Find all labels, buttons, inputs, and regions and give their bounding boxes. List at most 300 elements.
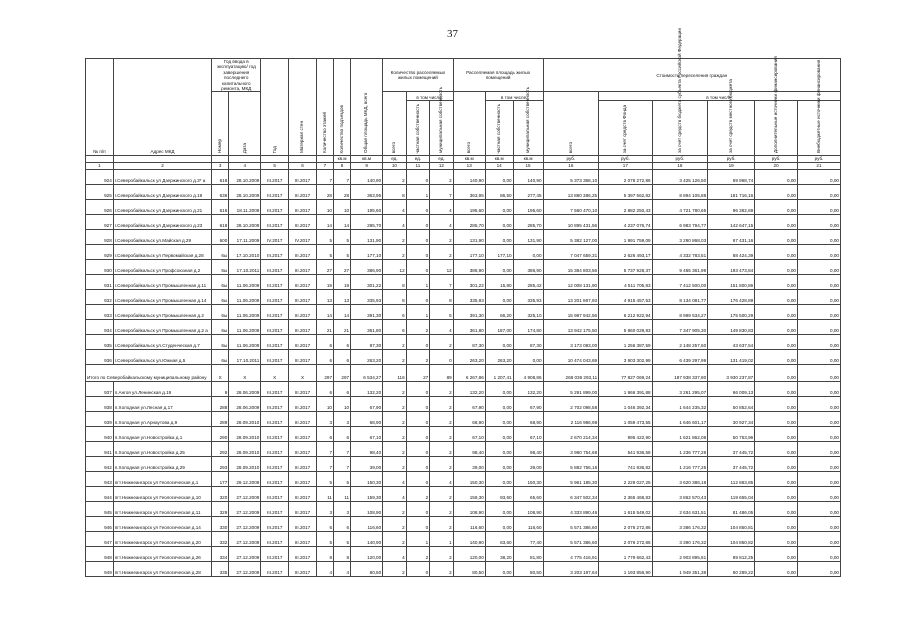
row-number-cell: 949 xyxy=(86,561,114,576)
table-cell: III.2017 xyxy=(289,214,317,229)
table-cell: 3 xyxy=(316,411,333,426)
table-cell: 0,00 xyxy=(797,214,840,229)
total-cell: 297 xyxy=(316,364,333,381)
table-cell: 3 173 083,00 xyxy=(543,334,599,349)
row-number-cell: 925 xyxy=(86,184,114,199)
table-cell: 87,30 xyxy=(351,334,383,349)
table-cell: 0,00 xyxy=(755,274,798,289)
table-cell: 2 882 250,43 xyxy=(599,199,652,214)
table-cell: 0,00 xyxy=(485,411,513,426)
table-cell: 3 386 176,32 xyxy=(652,516,708,531)
table-cell: III.2017 xyxy=(289,471,317,486)
table-cell: 174,80 xyxy=(513,319,543,334)
table-cell: 2 xyxy=(383,516,407,531)
table-cell: 6ы xyxy=(212,289,229,304)
page-number: 37 xyxy=(447,28,458,40)
table-cell: 361,80 xyxy=(351,319,383,334)
table-cell: 159,30 xyxy=(351,486,383,501)
total-cell: 0,00 xyxy=(797,364,840,381)
column-numbers-row xyxy=(86,162,841,169)
column-number-cell: 13 xyxy=(453,162,485,169)
table-cell: 4 xyxy=(383,214,407,229)
row-number-cell: 927 xyxy=(86,214,114,229)
table-cell: III.2017 xyxy=(261,214,289,229)
table-cell: 0,00 xyxy=(485,441,513,456)
table-cell: 87,30 xyxy=(453,334,485,349)
address-cell: пгт.Нижнеангарск ул Геологическая д.26 xyxy=(113,546,211,561)
header-area-private: частная собственность xyxy=(485,101,513,155)
address-cell: п.Холодная ул.Новостройка д.1 xyxy=(113,426,211,441)
table-cell: 285,70 xyxy=(513,214,543,229)
table-cell: 2 xyxy=(383,229,407,244)
table-cell: 50 852,64 xyxy=(708,396,755,411)
table-cell: 131 419,02 xyxy=(708,349,755,364)
table-cell: 0,00 xyxy=(797,516,840,531)
address-cell: пгт.Нижнеангарск ул Геологическая д.1 xyxy=(113,471,211,486)
table-cell: 63,60 xyxy=(485,531,513,546)
table-cell: 5 xyxy=(334,531,351,546)
table-cell: 7 xyxy=(430,184,454,199)
total-cell: X xyxy=(289,364,317,381)
unit-cell: руб. xyxy=(599,155,652,162)
table-cell: 10 xyxy=(334,396,351,411)
table-cell: 11 xyxy=(334,486,351,501)
table-cell: 7 xyxy=(334,169,351,184)
unit-cell: кв.м xyxy=(513,155,543,162)
table-cell: 6ы xyxy=(212,349,229,364)
table-cell: 5 961 185,30 xyxy=(543,471,599,486)
table-cell: 150,30 xyxy=(453,471,485,486)
table-cell: 1 779 662,43 xyxy=(599,546,652,561)
table-cell: 6ы xyxy=(212,244,229,259)
table-cell: 116,60 xyxy=(453,516,485,531)
table-cell: 96 362,69 xyxy=(708,199,755,214)
table-cell: 68,90 xyxy=(351,411,383,426)
table-cell: 0,00 xyxy=(797,441,840,456)
table-cell: III.2017 xyxy=(261,441,289,456)
table-cell: 0,00 xyxy=(797,289,840,304)
table-cell: 27.12.2009 xyxy=(229,516,261,531)
table-cell: 0,00 xyxy=(755,396,798,411)
table-cell: 104 850,81 xyxy=(708,516,755,531)
table-cell: 98,40 xyxy=(351,441,383,456)
table-cell: 2 xyxy=(406,319,430,334)
address-cell: г.Северобайкальск ул.Южная д.5 xyxy=(113,349,211,364)
table-cell: 0,00 xyxy=(485,471,513,486)
table-cell: 0,00 xyxy=(797,274,840,289)
row-number-cell: 942 xyxy=(86,456,114,471)
total-cell: 89 xyxy=(430,364,454,381)
address-cell: п.Холодная ул.Арнаутова д.9 xyxy=(113,411,211,426)
table-cell: 2 xyxy=(383,426,407,441)
table-cell: 3 425 126,50 xyxy=(652,169,708,184)
table-cell: 288 xyxy=(212,396,229,411)
table-cell: 28.09.2010 xyxy=(229,411,261,426)
address-cell: г.Северобайкальск ул Дзержинского д.3* а xyxy=(113,169,211,184)
table-cell: III.2017 xyxy=(289,486,317,501)
table-cell: 11.06.2009 xyxy=(229,274,261,289)
table-cell: III.2017 xyxy=(289,501,317,516)
table-cell: 6ы xyxy=(212,319,229,334)
address-cell: г.Северобайкальск ул.Студенческая д.7 xyxy=(113,334,211,349)
table-cell: III.2017 xyxy=(261,169,289,184)
header-cost-extra2: Внебюджетные источники финансирования xyxy=(797,101,840,155)
address-cell: пгт.Нижнеангарск ул Геологическая д.20 xyxy=(113,531,211,546)
address-cell: пгт.Нижнеангарск ул Геологическая д.11 xyxy=(113,501,211,516)
table-cell: 27.12.2009 xyxy=(229,531,261,546)
table-row xyxy=(86,334,841,349)
table-row xyxy=(86,274,841,289)
table-cell: 6 983 794,77 xyxy=(652,214,708,229)
table-row xyxy=(86,486,841,501)
table-cell: 0,00 xyxy=(797,501,840,516)
table-cell: 10 895 431,56 xyxy=(543,214,599,229)
table-cell: 2 903 895,61 xyxy=(652,546,708,561)
table-cell: 10 474 043,69 xyxy=(543,349,599,364)
table-cell: 2 229 027,25 xyxy=(599,471,652,486)
table-cell: 0,00 xyxy=(485,426,513,441)
table-cell: 140,90 xyxy=(453,169,485,184)
table-cell: III.2017 xyxy=(261,274,289,289)
table-cell: 112 863,85 xyxy=(708,471,755,486)
unit-cell: руб. xyxy=(543,155,599,162)
table-cell: 11.06.2009 xyxy=(229,319,261,334)
table-cell: 0 xyxy=(406,501,430,516)
table-cell: 4 333 890,46 xyxy=(543,501,599,516)
header-capital: Материал стен xyxy=(289,59,317,156)
table-cell: 8 134 081,77 xyxy=(652,289,708,304)
unit-cell: кв.м xyxy=(485,155,513,162)
table-cell: 2 148 257,60 xyxy=(652,334,708,349)
table-cell: 8 xyxy=(383,289,407,304)
table-cell: 175 500,29 xyxy=(708,304,755,319)
header-cost-local: за счет средств местного бюджета xyxy=(708,101,755,155)
table-cell: 2 xyxy=(430,169,454,184)
table-cell: 15,80 xyxy=(485,274,513,289)
table-cell: 335 xyxy=(212,561,229,576)
table-cell: 116,60 xyxy=(513,516,543,531)
table-cell: 0 xyxy=(406,259,430,274)
table-cell: 21 xyxy=(316,319,333,334)
table-cell: 19 xyxy=(334,274,351,289)
header-area-incl: в том числе: xyxy=(485,92,543,101)
table-cell: 5 xyxy=(316,531,333,546)
table-cell: 0,00 xyxy=(485,214,513,229)
table-cell: 2 xyxy=(430,456,454,471)
table-cell: 5 xyxy=(334,244,351,259)
table-cell: 1 193 856,90 xyxy=(599,561,652,576)
table-cell: 0,00 xyxy=(755,199,798,214)
table-cell: 2 xyxy=(430,486,454,501)
table-cell: 0,00 xyxy=(797,349,840,364)
table-cell: 4 xyxy=(383,546,407,561)
total-cell: 3 930 237,87 xyxy=(708,364,755,381)
header-area-municipal: муниципальная собственность xyxy=(513,101,543,155)
table-cell: 4 xyxy=(383,199,407,214)
unit-cell: руб. xyxy=(797,155,840,162)
table-cell: 67,90 xyxy=(513,396,543,411)
unit-cell xyxy=(289,155,317,162)
table-cell: III.2017 xyxy=(261,289,289,304)
table-cell: 10 xyxy=(316,199,333,214)
table-cell: 3 261 295,07 xyxy=(652,381,708,396)
table-cell: 27.12.2009 xyxy=(229,546,261,561)
table-cell: 38,20 xyxy=(485,546,513,561)
table-cell: 86,50 xyxy=(485,184,513,199)
table-cell: 3 980 754,68 xyxy=(543,441,599,456)
header-row-num: № п/п xyxy=(86,59,114,156)
table-cell: 2 xyxy=(383,349,407,364)
table-cell: 0 xyxy=(406,396,430,411)
table-cell: 28 xyxy=(316,184,333,199)
table-cell: III.2017 xyxy=(261,319,289,334)
resettlement-table-sheet xyxy=(85,28,841,577)
column-number-cell: 9 xyxy=(351,162,383,169)
table-cell: 17.10.2011 xyxy=(229,349,261,364)
table-cell: 30 927,34 xyxy=(708,411,755,426)
table-cell: 67,90 xyxy=(351,396,383,411)
table-cell: 2 078 272,86 xyxy=(599,169,652,184)
table-cell: III.2017 xyxy=(261,396,289,411)
table-cell: 93,60 xyxy=(485,486,513,501)
table-cell: 2 xyxy=(383,411,407,426)
address-cell: п.Холодная ул.Лесная д.17 xyxy=(113,396,211,411)
table-cell: 320 xyxy=(212,486,229,501)
table-cell: 0 xyxy=(406,199,430,214)
table-cell: III.2017 xyxy=(289,259,317,274)
table-cell: 0 xyxy=(406,456,430,471)
table-cell: 2 xyxy=(430,546,454,561)
table-cell: 6 xyxy=(334,349,351,364)
table-cell: 0 xyxy=(406,169,430,184)
table-cell: 7 560 470,10 xyxy=(543,199,599,214)
table-cell: 14 xyxy=(316,214,333,229)
header-year-group: Год ввода в эксплуатацию/ год завершения последнего капитального ремонта, МКД xyxy=(212,59,261,92)
table-cell: 2 xyxy=(430,441,454,456)
total-cell: 6 267,86 xyxy=(453,364,485,381)
table-cell: 2 xyxy=(430,229,454,244)
table-cell: 28.09.2010 xyxy=(229,441,261,456)
table-cell: III.2017 xyxy=(261,486,289,501)
table-cell: 9 465 361,99 xyxy=(652,259,708,274)
total-cell: X xyxy=(229,364,261,381)
table-cell: 11 xyxy=(316,486,333,501)
table-cell: 0,00 xyxy=(755,486,798,501)
table-cell: 0 xyxy=(406,561,430,576)
table-cell: 5 xyxy=(316,471,333,486)
table-cell: 131,90 xyxy=(453,229,485,244)
table-cell: 17.11.2009 xyxy=(229,229,261,244)
table-cell: 0,00 xyxy=(797,531,840,546)
table-cell: III.2017 xyxy=(261,501,289,516)
table-cell: 142 647,15 xyxy=(708,214,755,229)
table-cell: 3 390 176,32 xyxy=(652,531,708,546)
table-cell: 131,90 xyxy=(513,229,543,244)
table-cell: 0,00 xyxy=(755,546,798,561)
table-cell: 2 xyxy=(430,396,454,411)
table-cell: 68,90 xyxy=(453,411,485,426)
table-cell: 195,60 xyxy=(513,199,543,214)
table-cell: III.2017 xyxy=(289,349,317,364)
total-cell: X xyxy=(212,364,229,381)
table-cell: 2 xyxy=(383,561,407,576)
table-cell: 4 915 457,53 xyxy=(599,289,652,304)
table-cell: 6ы xyxy=(212,304,229,319)
table-cell: III.2017 xyxy=(261,471,289,486)
table-cell: 277,45 xyxy=(513,184,543,199)
table-cell: III.2017 xyxy=(289,169,317,184)
table-cell: 2 365 468,83 xyxy=(599,486,652,501)
table-cell: 2 670 214,34 xyxy=(543,426,599,441)
table-cell: 0,00 xyxy=(797,411,840,426)
table-cell: 8 xyxy=(383,274,407,289)
table-cell: 263,20 xyxy=(485,349,513,364)
table-cell: 3 620 386,18 xyxy=(652,471,708,486)
table-row xyxy=(86,426,841,441)
table-cell: 177,10 xyxy=(453,244,485,259)
table-cell: 81,80 xyxy=(513,546,543,561)
table-cell: 0,00 xyxy=(755,184,798,199)
table-cell: 6 xyxy=(316,381,333,396)
table-cell: 108,90 xyxy=(453,501,485,516)
table-cell: III.2017 xyxy=(261,259,289,274)
table-cell: 0,00 xyxy=(755,471,798,486)
table-cell: 28.06.2009 xyxy=(229,396,261,411)
address-cell: г.Северобайкальск ул Дзержинского д.21 xyxy=(113,199,211,214)
header-number: Номер xyxy=(212,92,229,155)
table-cell: 293 xyxy=(212,456,229,471)
table-cell: 285,42 xyxy=(513,274,543,289)
table-cell: 0,00 xyxy=(797,486,840,501)
table-cell: 0,00 xyxy=(485,501,513,516)
table-cell: 3 xyxy=(334,501,351,516)
address-cell: пгт.Нижнеангарск ул Геологическая д.28 xyxy=(113,561,211,576)
header-res-incl: в том числе: xyxy=(406,92,453,101)
unit-cell xyxy=(86,155,114,162)
address-cell: г.Северобайкальск ул Профсоюзная д.2 xyxy=(113,259,211,274)
table-cell: 0 xyxy=(406,334,430,349)
table-row xyxy=(86,546,841,561)
unit-cell xyxy=(229,155,261,162)
unit-cell: кв.м xyxy=(334,155,351,162)
table-cell: 0 xyxy=(406,229,430,244)
table-row xyxy=(86,456,841,471)
table-cell: 0,00 xyxy=(797,334,840,349)
table-cell: 11.06.2009 xyxy=(229,289,261,304)
table-cell: 27 xyxy=(316,259,333,274)
table-cell: 1 059 473,55 xyxy=(599,411,652,426)
row-number-cell: 924 xyxy=(86,169,114,184)
table-cell: 39,00 xyxy=(453,456,485,471)
table-cell: 7 xyxy=(316,169,333,184)
table-cell: 6 xyxy=(316,349,333,364)
table-cell: 13 942 175,50 xyxy=(543,319,599,334)
column-number-cell: 1 xyxy=(86,162,114,169)
row-number-cell: 941 xyxy=(86,441,114,456)
unit-cell: ед. xyxy=(406,155,430,162)
row-number-cell: 938 xyxy=(86,396,114,411)
table-cell: 28.09.2010 xyxy=(229,456,261,471)
table-cell: 616 xyxy=(212,199,229,214)
table-row xyxy=(86,531,841,546)
address-cell: г.Северобайкальск ул Промышленная д.11 xyxy=(113,274,211,289)
table-cell: III.2017 xyxy=(261,456,289,471)
column-number-cell: 20 xyxy=(755,162,798,169)
table-cell: 27.12.2009 xyxy=(229,561,261,576)
row-number-cell: 933 xyxy=(86,304,114,319)
header-group-residents: Количество расселяемых жилых помещений xyxy=(383,59,454,92)
table-row xyxy=(86,199,841,214)
table-cell: 6 xyxy=(334,516,351,531)
table-cell: 2 xyxy=(430,501,454,516)
table-cell: 5 397 562,82 xyxy=(599,184,652,199)
table-cell: 0,00 xyxy=(755,531,798,546)
table-row xyxy=(86,411,841,426)
table-cell: 0,00 xyxy=(755,561,798,576)
table-cell: 0,00 xyxy=(755,516,798,531)
header-group-cost: Стоимость переселения граждан xyxy=(543,59,840,92)
table-cell: III.2017 xyxy=(289,516,317,531)
table-cell: 1 646 601,17 xyxy=(652,411,708,426)
table-cell: III.2017 xyxy=(289,531,317,546)
table-cell: 2 xyxy=(383,501,407,516)
table-cell: 28.10.2009 xyxy=(229,184,261,199)
table-cell: 0,00 xyxy=(513,244,543,259)
table-row xyxy=(86,304,841,319)
table-row xyxy=(86,184,841,199)
total-cell: 268 036 293,11 xyxy=(543,364,599,381)
table-cell: 68,90 xyxy=(513,411,543,426)
table-cell: 1 216 777,25 xyxy=(652,456,708,471)
total-row xyxy=(86,364,841,381)
table-cell: 1 991 759,09 xyxy=(599,229,652,244)
table-cell: 1 xyxy=(430,531,454,546)
total-cell: 1 207,41 xyxy=(485,364,513,381)
table-cell: 8 xyxy=(316,546,333,561)
table-row xyxy=(86,441,841,456)
table-row xyxy=(86,244,841,259)
row-number-cell: 948 xyxy=(86,546,114,561)
column-number-cell: 16 xyxy=(543,162,599,169)
table-cell: 80,50 xyxy=(513,561,543,576)
table-cell: 50 753,96 xyxy=(708,426,755,441)
table-cell: 80,50 xyxy=(453,561,485,576)
table-cell: 2 634 631,51 xyxy=(652,501,708,516)
table-cell: 325,10 xyxy=(513,304,543,319)
column-number-cell: 4 xyxy=(229,162,261,169)
table-cell: 12 008 131,90 xyxy=(543,274,599,289)
table-cell: 1 046 392,34 xyxy=(599,396,652,411)
table-cell: 334 xyxy=(212,546,229,561)
table-cell: 0,00 xyxy=(797,259,840,274)
table-cell: III.2017 xyxy=(289,199,317,214)
table-cell: 2 xyxy=(383,441,407,456)
table-cell: 0,00 xyxy=(797,396,840,411)
table-cell: 67,10 xyxy=(351,426,383,441)
table-cell: 28 xyxy=(334,184,351,199)
header-res-municipal: муниципальная собственность xyxy=(430,101,454,155)
table-cell: 301,22 xyxy=(453,274,485,289)
table-cell: 7 412 500,00 xyxy=(652,274,708,289)
table-cell: 363,95 xyxy=(351,184,383,199)
table-cell: 89 812,25 xyxy=(708,546,755,561)
table-cell: 119 655,04 xyxy=(708,486,755,501)
table-cell: 7 xyxy=(316,456,333,471)
row-number-cell: 947 xyxy=(86,531,114,546)
row-number-cell: 928 xyxy=(86,229,114,244)
table-cell: 4 xyxy=(383,486,407,501)
header-cost-region: за счет средств бюджета субъекта Российской Федерации xyxy=(652,101,708,155)
